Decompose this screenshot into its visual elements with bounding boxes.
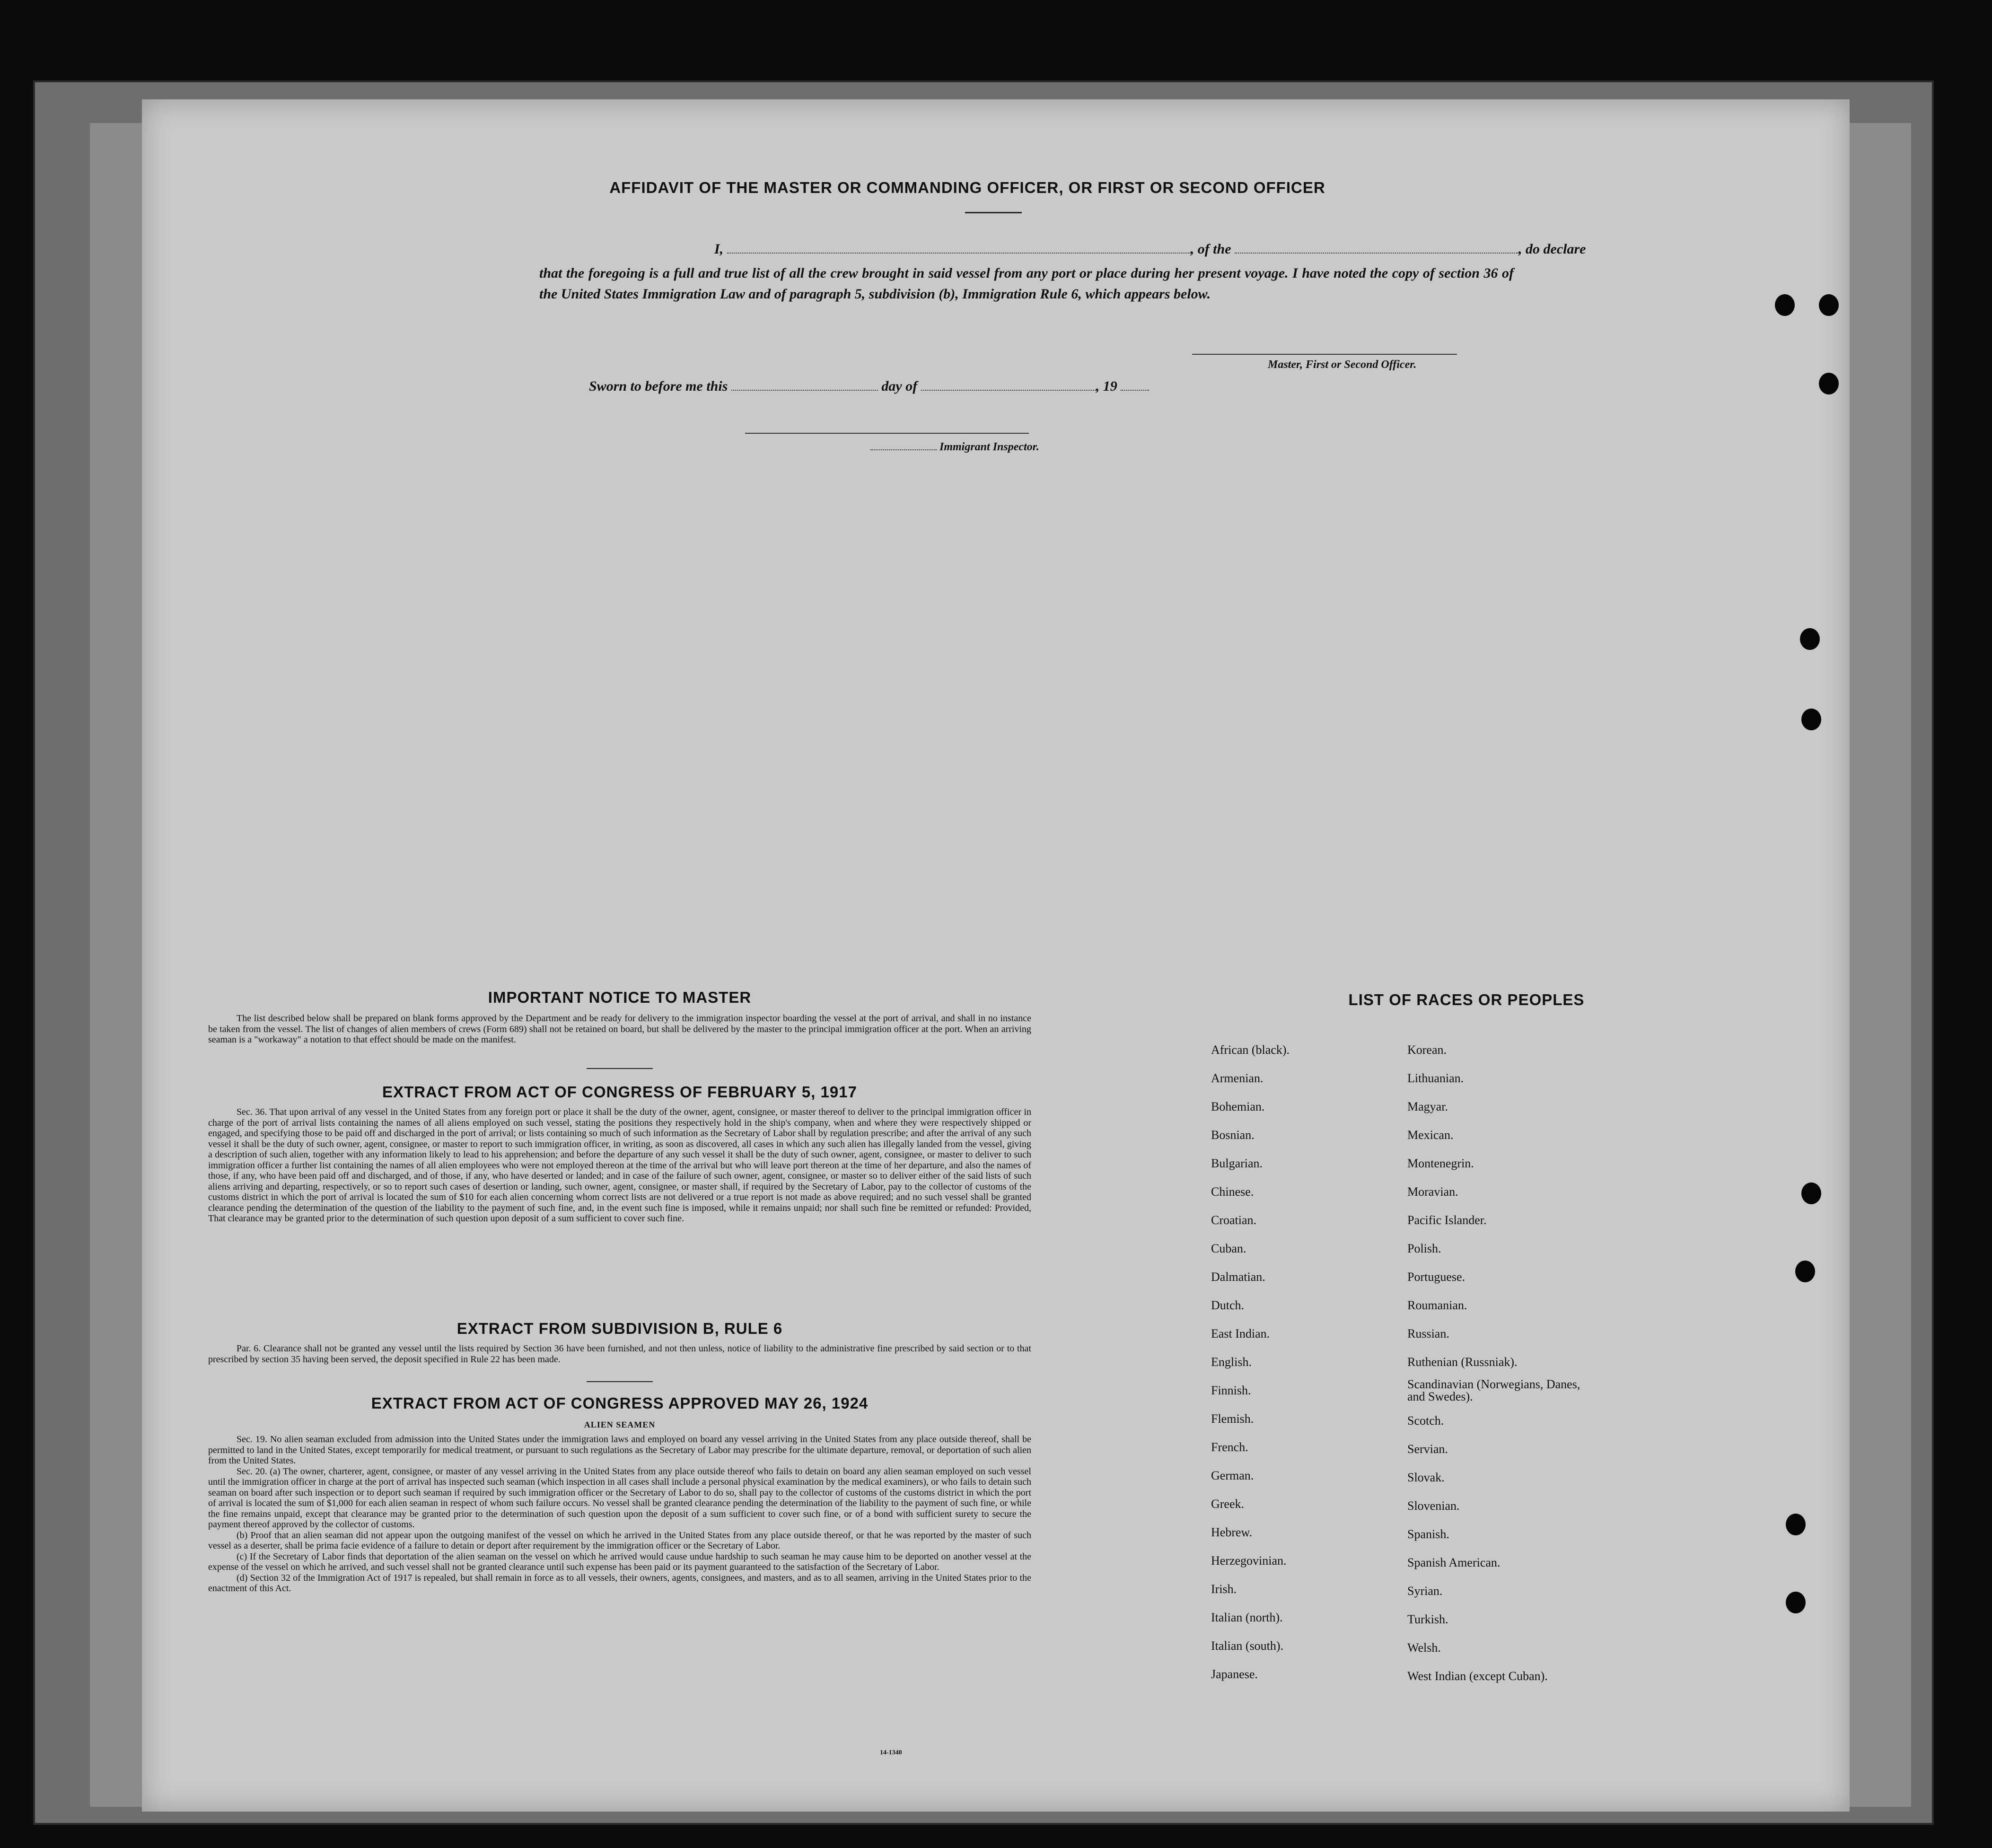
form-number: 14-1340 [880,1749,902,1756]
declaration-i: I, [714,241,724,257]
race-item: Hebrew. [1211,1525,1253,1539]
punch-hole [1819,373,1839,394]
race-item: Portuguese. [1407,1270,1465,1284]
sworn-line [589,378,1149,394]
extract-1924-sec20c: (c) If the Secretary of Labor finds that deportation of the alien seaman on the vessel on which he arrived would cause undue hardship to such seaman he may cause him to be deported on another vessel at the expense of the vessel on which he arrived, and such vessel shall not be granted clearance until such expense has been paid or its payment guaranteed to the satisfaction of the Secretary of Labor. [208,1551,1031,1572]
punch-hole [1775,294,1795,316]
punch-hole [1801,709,1821,730]
extract-1917-title: EXTRACT FROM ACT OF CONGRESS OF FEBRUARY 5, 1917 [382,1083,857,1101]
race-item: Spanish American. [1407,1556,1501,1569]
race-item: Irish. [1211,1582,1237,1596]
rule6-rule [587,1381,653,1382]
extract-1924-sec20d: (d) Section 32 of the Immigration Act of 1917 is repealed, but shall remain in force as to all vessels, their owners, agents, consignees, and masters, and as to all seamen, arriving in the United States prior to the enactment of this Act. [208,1572,1031,1594]
notice-rule [587,1068,653,1069]
affidavit-title-rule [965,212,1022,213]
race-item: Bulgarian. [1211,1156,1263,1170]
race-item: Bohemian. [1211,1100,1265,1113]
races-left-column [1211,1036,1290,1689]
race-item: Flemish. [1211,1412,1254,1426]
race-item: Syrian. [1407,1584,1443,1598]
inspector-label-line [870,441,1039,454]
race-item: West Indian (except Cuban). [1407,1669,1548,1683]
race-item: East Indian. [1211,1327,1270,1340]
punch-hole [1786,1592,1806,1613]
race-item: Finnish. [1211,1384,1251,1397]
race-item: Roumanian. [1407,1298,1467,1312]
extract-1924-title: EXTRACT FROM ACT OF CONGRESS APPROVED MAY 26, 1924 [371,1394,869,1412]
extract-1924-subtitle: ALIEN SEAMEN [584,1420,656,1429]
race-item: Servian. [1407,1442,1448,1456]
punch-hole [1800,628,1820,650]
race-item: Mexican. [1407,1128,1454,1142]
declaration-of-the: , of the [1190,241,1231,257]
declaration-declare: , do declare [1518,241,1586,257]
extract-rule6-title: EXTRACT FROM SUBDIVISION B, RULE 6 [456,1320,783,1337]
race-item: Chinese. [1211,1185,1254,1199]
race-item: German. [1211,1469,1254,1482]
race-item: Greek. [1211,1497,1245,1511]
race-item: Bosnian. [1211,1128,1255,1142]
race-item: Scotch. [1407,1414,1444,1428]
race-item: Dalmatian. [1211,1270,1265,1284]
race-item: Ruthenian (Russniak). [1407,1355,1518,1369]
punch-hole [1795,1261,1815,1282]
affidavit-title: AFFIDAVIT OF THE MASTER OR COMMANDING OFFICER, OR FIRST OR SECOND OFFICER [609,179,1325,196]
races-right-column [1407,1036,1587,1690]
manifest-back-page [142,99,1850,1812]
race-item: Korean. [1407,1043,1447,1057]
vessel-name-field[interactable] [1235,253,1518,254]
race-item: Herzegovinian. [1211,1554,1287,1568]
race-item: African (black). [1211,1043,1290,1057]
race-item: Slovak. [1407,1471,1445,1484]
race-item: Japanese. [1211,1667,1258,1681]
master-name-field[interactable] [727,253,1191,254]
signature-label: Master, First or Second Officer. [1268,359,1417,371]
race-item: Turkish. [1407,1612,1448,1626]
race-item: Lithuanian. [1407,1071,1464,1085]
notice-title: IMPORTANT NOTICE TO MASTER [488,989,752,1006]
punch-hole [1786,1514,1806,1535]
race-item: Spanish. [1407,1527,1449,1541]
race-item: Armenian. [1211,1071,1264,1085]
sworn-year-field[interactable] [1121,390,1149,391]
race-item: Russian. [1407,1327,1449,1340]
extract-1917-body: Sec. 36. That upon arrival of any vessel in the United States from any foreign port or place it shall be the duty of the owner, agent, consignee, or master thereof to deliver to the principal immigration officer in charge of the port of arrival lists containing the names of all aliens employed on such vessel, stating the positions they respectively hold in the ship's company, when and where they were respectively shipped or engaged, and specifying those to be paid off and discharged in the port of arrival; or lists containing so much of such information as the Secretary of Labor shall by regulation prescribe; and after the arrival of any such vessel it shall be the duty of such owner, agent, consignee, or master to report to such immigration officer, in writing, as soon as discovered, all cases in which any such alien has illegally landed from the vessel, giving a description of such alien, together with any information likely to lead to his apprehension; and before the departure of any such vessel it shall be the duty of such owner, agent, consignee, or master to deliver to such immigration officer a further list containing the names of all alien employees who were not employed thereon at the time of the arrival but who will leave port thereon at the time of her departure, and also the names of those, if any, who have been paid off and discharged, and of those, if any, who have deserted or landed; and in case of the failure of such owner, agent, consignee, or master so to deliver either of the said lists of such aliens arriving and departing, respectively, or so to report such cases of desertion or landing, such owner, agent, consignee, or master shall, if required by the Secretary of Labor, pay to the collector of customs of the customs district in which the port of arrival is located the sum of $10 for each alien concerning whom correct lists are not delivered or a true report is not made as above required; and no such vessel shall be granted clearance pending the determination of the question of the liability to the payment of such fine, and, in the event such fine is imposed, while it remains unpaid; nor shall such fine be remitted or refunded: Provided, That clearance may be granted prior to the determination of such question upon deposit of a sum sufficient to cover such fine. [208,1107,1031,1224]
race-item: French. [1211,1440,1248,1454]
extract-1924-sec19: Sec. 19. No alien seaman excluded from admission into the United States under the immigration laws and employed on board any vessel arriving in the United States from any place outside thereof, shall be permitted to land in the United States, except temporarily for medical treatment, or pursuant to such regulations as the Secretary of Labor may prescribe for the ultimate departure, removal, or deportation of such alien from the United States. [208,1434,1031,1466]
race-item: Slovenian. [1407,1499,1460,1513]
race-item: English. [1211,1355,1252,1369]
race-item: Italian (south). [1211,1639,1284,1653]
sworn-year: , 19 [1096,378,1117,394]
punch-hole [1819,294,1839,316]
race-item: Italian (north). [1211,1611,1283,1624]
signature-line[interactable] [1192,354,1457,355]
sworn-day-of: day of [881,378,918,394]
affidavit-body: that the foregoing is a full and true list of all the crew brought in said vessel from any port or place during her present voyage. I have noted the copy of section 36 of the United States Immigration Law and of paragraph 5, subdivision (b), Immigration Rule 6, which appears below. [539,265,1514,302]
extract-1924-paragraphs [208,1434,1031,1594]
extract-1924-sec20b: (b) Proof that an alien seaman did not appear upon the outgoing manifest of the vessel on which he arrived in the United States from any place outside thereof, or that he was reported by the master of such vessel as a deserter, shall be prima facie evidence of a failure to detain or deport after requirement by the immigration officer or the Secretary of Labor. [208,1530,1031,1551]
inspector-label: Immigrant Inspector. [939,441,1039,453]
sworn-prefix: Sworn to before me this [589,378,728,394]
race-item: Moravian. [1407,1185,1458,1199]
race-item: Cuban. [1211,1242,1246,1255]
sworn-day-field[interactable] [731,390,878,391]
race-item: Dutch. [1211,1298,1245,1312]
race-item: Magyar. [1407,1100,1448,1113]
affidavit-declaration-line [714,241,1586,257]
inspector-signature-line[interactable] [745,433,1029,434]
race-item: Scandinavian (Norwegians, Danes, and Swedes). [1407,1377,1580,1403]
extract-rule6-body: Par. 6. Clearance shall not be granted any vessel until the lists required by Section 36 have been furnished, and not then unless, notice of liability to the administrative fine prescribed by said section or to that prescribed by section 35 having been served, the deposit specified in Rule 22 has been made. [208,1343,1031,1365]
punch-hole [1801,1182,1821,1204]
race-item: Montenegrin. [1407,1156,1474,1170]
race-item: Croatian. [1211,1213,1257,1227]
race-item: Pacific Islander. [1407,1213,1487,1227]
race-item: Polish. [1407,1242,1441,1255]
race-item: Welsh. [1407,1641,1441,1655]
notice-body: The list described below shall be prepared on blank forms approved by the Department and be ready for delivery to the immigration inspector boarding the vessel at the port of arrival, and shall in no instance be taken from the vessel. The list of changes of alien members of crews (Form 689) shall not be retained on board, but shall be delivered by the master to the principal immigration officer at the port. When an arriving seaman is a "workaway" a notation to that effect should be made on the manifest. [208,1013,1031,1045]
extract-1924-sec20a: Sec. 20. (a) The owner, charterer, agent, consignee, or master of any vessel arriving in the United States from any place outside thereof who fails to detain on board any alien seaman employed on such vessel until the immigration officer in charge at the port of arrival has inspected such seaman (which inspection in all cases shall include a personal physical examination by the medical examiners), or who fails to detain such seaman on board after such inspection or to deport such seaman if required by such immigration officer or the Secretary of Labor to do so, shall pay to the collector of customs of the customs district in which the port of arrival is located the sum of $1,000 for each alien seaman in respect of whom such failure occurs. No vessel shall be granted clearance pending the determination of the liability to the payment of such fine, or while the fine remains unpaid, except that clearance may be granted prior to the determination of such question upon the deposit of a sum sufficient to cover such fine, or of a bond with sufficient surety to secure the payment thereof approved by the collector of customs. [208,1466,1031,1530]
sworn-month-field[interactable] [921,390,1096,391]
races-title: LIST OF RACES OR PEOPLES [1348,991,1585,1008]
inspector-name-field[interactable] [870,449,937,450]
